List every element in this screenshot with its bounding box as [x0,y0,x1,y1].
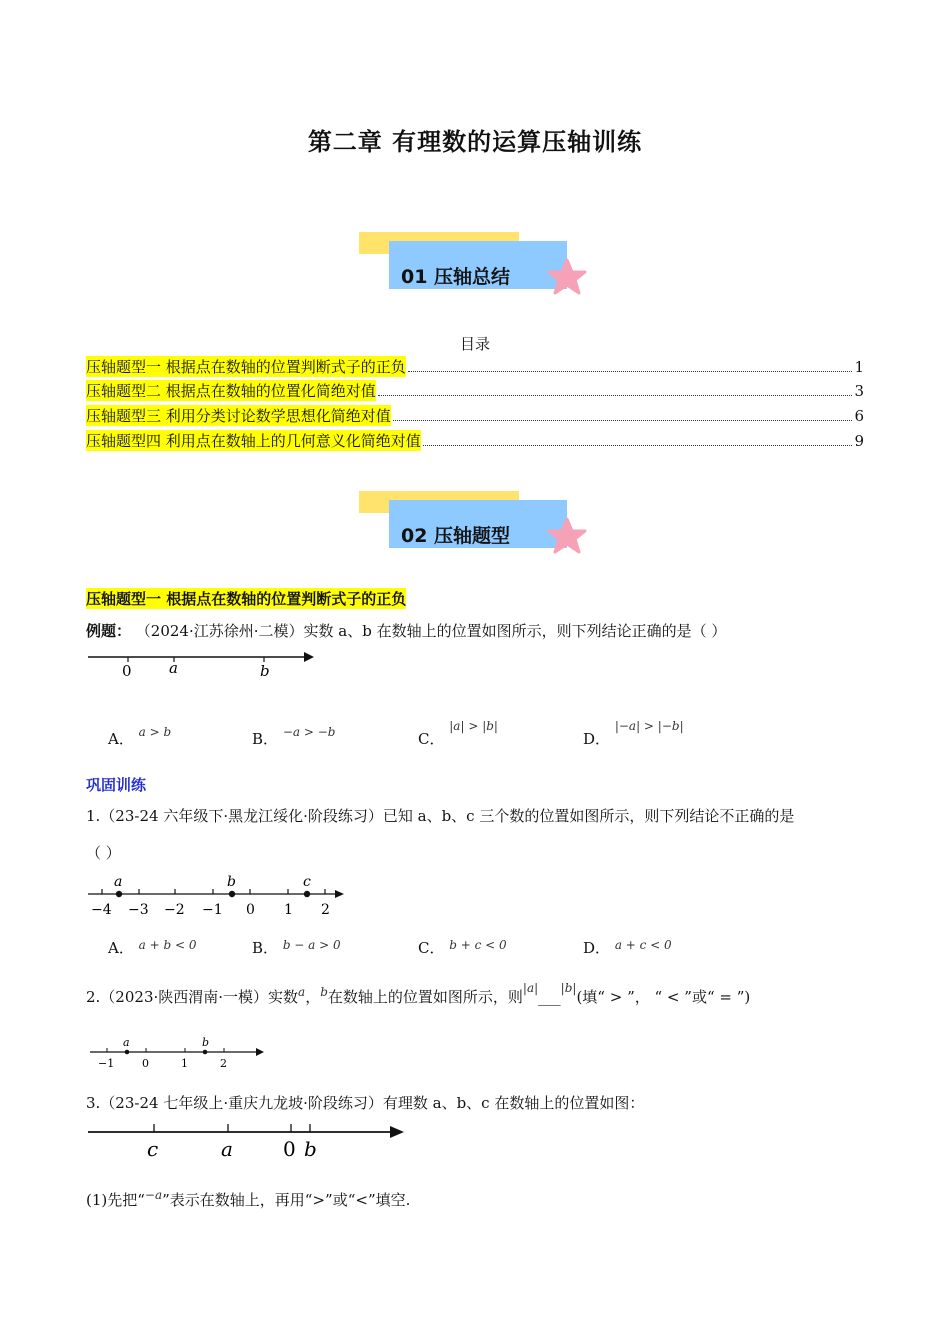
option-expr: b + c < 0 [449,938,507,952]
point-label-b: b [202,1036,210,1049]
point-label-c: c [303,874,311,890]
q3-sub1 [86,1189,410,1210]
option-expr: a + b < 0 [138,938,197,952]
q2-var-b: b [320,985,328,999]
question-1-text: 1.（23-24 六年级下·黑龙江绥化·阶段练习）已知 a、b、c 三个数的位置如图所示，则下列结论不正确的是 [86,807,795,825]
option-expr: −a > −b [282,725,336,739]
toc-item-page: 6 [854,407,864,425]
tick-label: 2 [321,902,330,918]
option-letter: B． [252,730,279,748]
tick-label: 0 [142,1057,149,1070]
option-letter: B． [252,939,279,957]
option-letter: D． [583,730,611,748]
example-label: 例题： [86,622,132,640]
question-1-paren: （ ） [86,844,121,862]
axis-label-a: a [169,659,178,677]
q2-part2: 在数轴上的位置如图所示，则 [327,988,523,1006]
q3-sub1-expr: −a [144,1188,163,1202]
axis-label-zero: 0 [283,1137,296,1161]
toc-item-label: 压轴题型二 根据点在数轴的位置化简绝对值 [86,382,376,400]
toc-item-page: 9 [854,432,864,450]
section-heading: 压轴题型一 根据点在数轴的位置判断式子的正负 [86,590,407,608]
tick-label: −3 [128,902,149,918]
q2-var-a: a [298,985,306,999]
q3-sub1-post: ”表示在数轴上，再用“>”或“<”填空. [162,1191,411,1209]
option-expr: |−a| > |−b| [614,719,684,733]
option-letter: A． [108,939,134,957]
q1-option-c[interactable] [418,937,507,958]
q1-option-a[interactable] [108,937,196,958]
tick-label: 0 [246,902,255,918]
banner-title: 01 压轴总结 [401,266,511,288]
option-c[interactable] [418,719,498,749]
option-d[interactable] [583,719,684,749]
toc-item-page: 1 [854,358,864,376]
toc-item[interactable] [86,405,864,427]
q2-sep: ， [305,988,321,1006]
q2-abs-b: |b| [560,981,577,995]
tick-label: 1 [284,902,293,918]
practice-heading: 巩固训练 [86,776,147,794]
toc-item-label: 压轴题型三 利用分类讨论数学思想化简绝对值 [86,407,391,425]
tick-label: 1 [181,1057,188,1070]
option-expr: b − a > 0 [282,938,341,952]
q1-number-line [86,870,348,920]
q3-number-line [86,1120,412,1164]
toc-heading: 目录 [459,335,490,353]
point-label-b: b [227,874,236,890]
question-2-text [86,981,751,1007]
axis-label-zero: 0 [122,662,132,680]
option-letter: C． [418,730,445,748]
section-banner-problems [359,491,599,561]
option-b[interactable] [252,725,336,749]
option-letter: D． [583,939,611,957]
q2-answer-blank[interactable]: ___ [538,988,561,1006]
toc-item-page: 3 [854,382,864,400]
axis-label-a: a [221,1137,233,1161]
axis-label-c: c [147,1137,159,1161]
tick-label: −2 [164,902,185,918]
tick-label: −1 [202,902,223,918]
toc-item-label: 压轴题型一 根据点在数轴的位置判断式子的正负 [86,358,406,376]
section-banner-summary [359,232,599,302]
q1-option-d[interactable] [583,937,672,958]
point-label-a: a [123,1036,130,1049]
tick-label: −4 [91,902,112,918]
star-icon [547,258,587,296]
star-icon [547,517,587,555]
page-title: 第二章 有理数的运算压轴训练 [307,128,643,156]
toc-item[interactable] [86,430,864,452]
axis-label-b: b [304,1137,317,1161]
q2-number-line [86,1034,270,1074]
axis-label-b: b [260,662,270,680]
option-letter: C． [418,939,445,957]
option-letter: A． [108,730,134,748]
q2-part1: 2.（2023·陕西渭南·一模）实数 [86,988,299,1006]
q1-option-b[interactable] [252,937,341,958]
q3-sub1-pre: (1)先把“ [86,1191,145,1209]
toc-item[interactable] [86,380,864,402]
banner-title: 02 压轴题型 [401,525,511,547]
toc-item[interactable] [86,356,864,378]
example-text: （2024·江苏徐州·二模）实数 a、b 在数轴上的位置如图所示，则下列结论正确的是（ ） [135,622,727,640]
point-label-a: a [114,874,123,890]
option-a[interactable] [108,725,172,749]
q2-abs-a: |a| [522,981,539,995]
option-expr: a > b [138,725,172,739]
tick-label: −1 [98,1057,115,1070]
tick-label: 2 [220,1057,227,1070]
option-expr: a + c < 0 [614,938,672,952]
toc-item-label: 压轴题型四 利用点在数轴上的几何意义化简绝对值 [86,432,421,450]
question-3-text: 3.（23-24 七年级上·重庆九龙坡·阶段练习）有理数 a、b、c 在数轴上的位置如图： [86,1094,645,1112]
example-number-line [86,645,326,681]
option-expr: |a| > |b| [449,719,498,733]
q2-part3: (填“ > ”， “ < ”或“ = ”) [576,988,751,1006]
